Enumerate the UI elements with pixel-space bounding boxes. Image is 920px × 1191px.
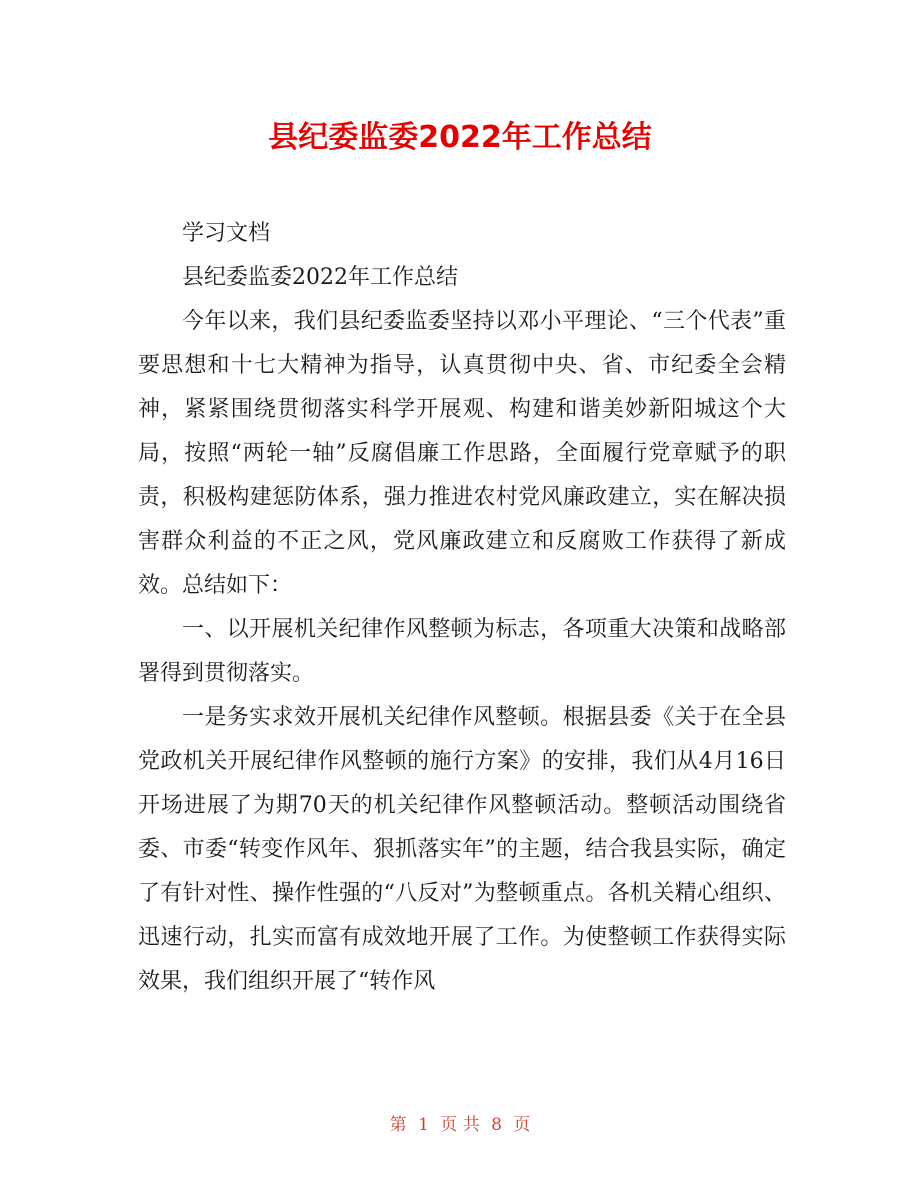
footer-total-pages: 8 [491,1115,502,1135]
footer-current-page: 1 [418,1115,429,1135]
paragraph-section-heading: 一、以开展机关纪律作风整顿为标志，各项重大决策和战略部署得到贯彻落实。 [138,617,786,686]
footer-suffix: 页 [513,1115,531,1135]
paragraph-intro: 今年以来，我们县纪委监委坚持以邓小平理论、“三个代表”重要思想和十七大精神为指导，认真贯彻中央、省、市纪委全会精神，紧紧围绕贯彻落实科学开展观、构建和谐美妙新阳城这个大局，按照“两轮一轴”反腐倡廉工作思路，全面履行党章赋予的职责，积极构建惩防体系，强力推进农村党风廉政建立，实在解决损害群众利益的不正之风，党风廉政建立和反腐败工作获得了新成效。总结如下： [138,309,786,598]
paragraph-section-body: 一是务实求效开展机关纪律作风整顿。根据县委《关于在全县党政机关开展纪律作风整顿的施行方案》的安排，我们从4月16日开场进展了为期70天的机关纪律作风整顿活动。整顿活动围绕省委、市委“转变作风年、狠抓落实年”的主题，结合我县实际，确定了有针对性、操作性强的“八反对”为整顿重点。各机关精心组织、迅速行动，扎实而富有成效地开展了工作。为使整顿工作获得实际效果，我们组织开展了“转作风 [138,705,786,994]
footer-middle: 页 共 [440,1115,480,1135]
document-title: 县纪委监委2022年工作总结 [268,120,652,155]
footer-prefix: 第 [389,1115,407,1135]
paragraph-subtitle: 县纪委监委2022年工作总结 [182,265,458,290]
page-footer [0,1113,920,1137]
paragraph-label: 学习文档 [182,221,271,246]
document-body [138,212,786,1004]
